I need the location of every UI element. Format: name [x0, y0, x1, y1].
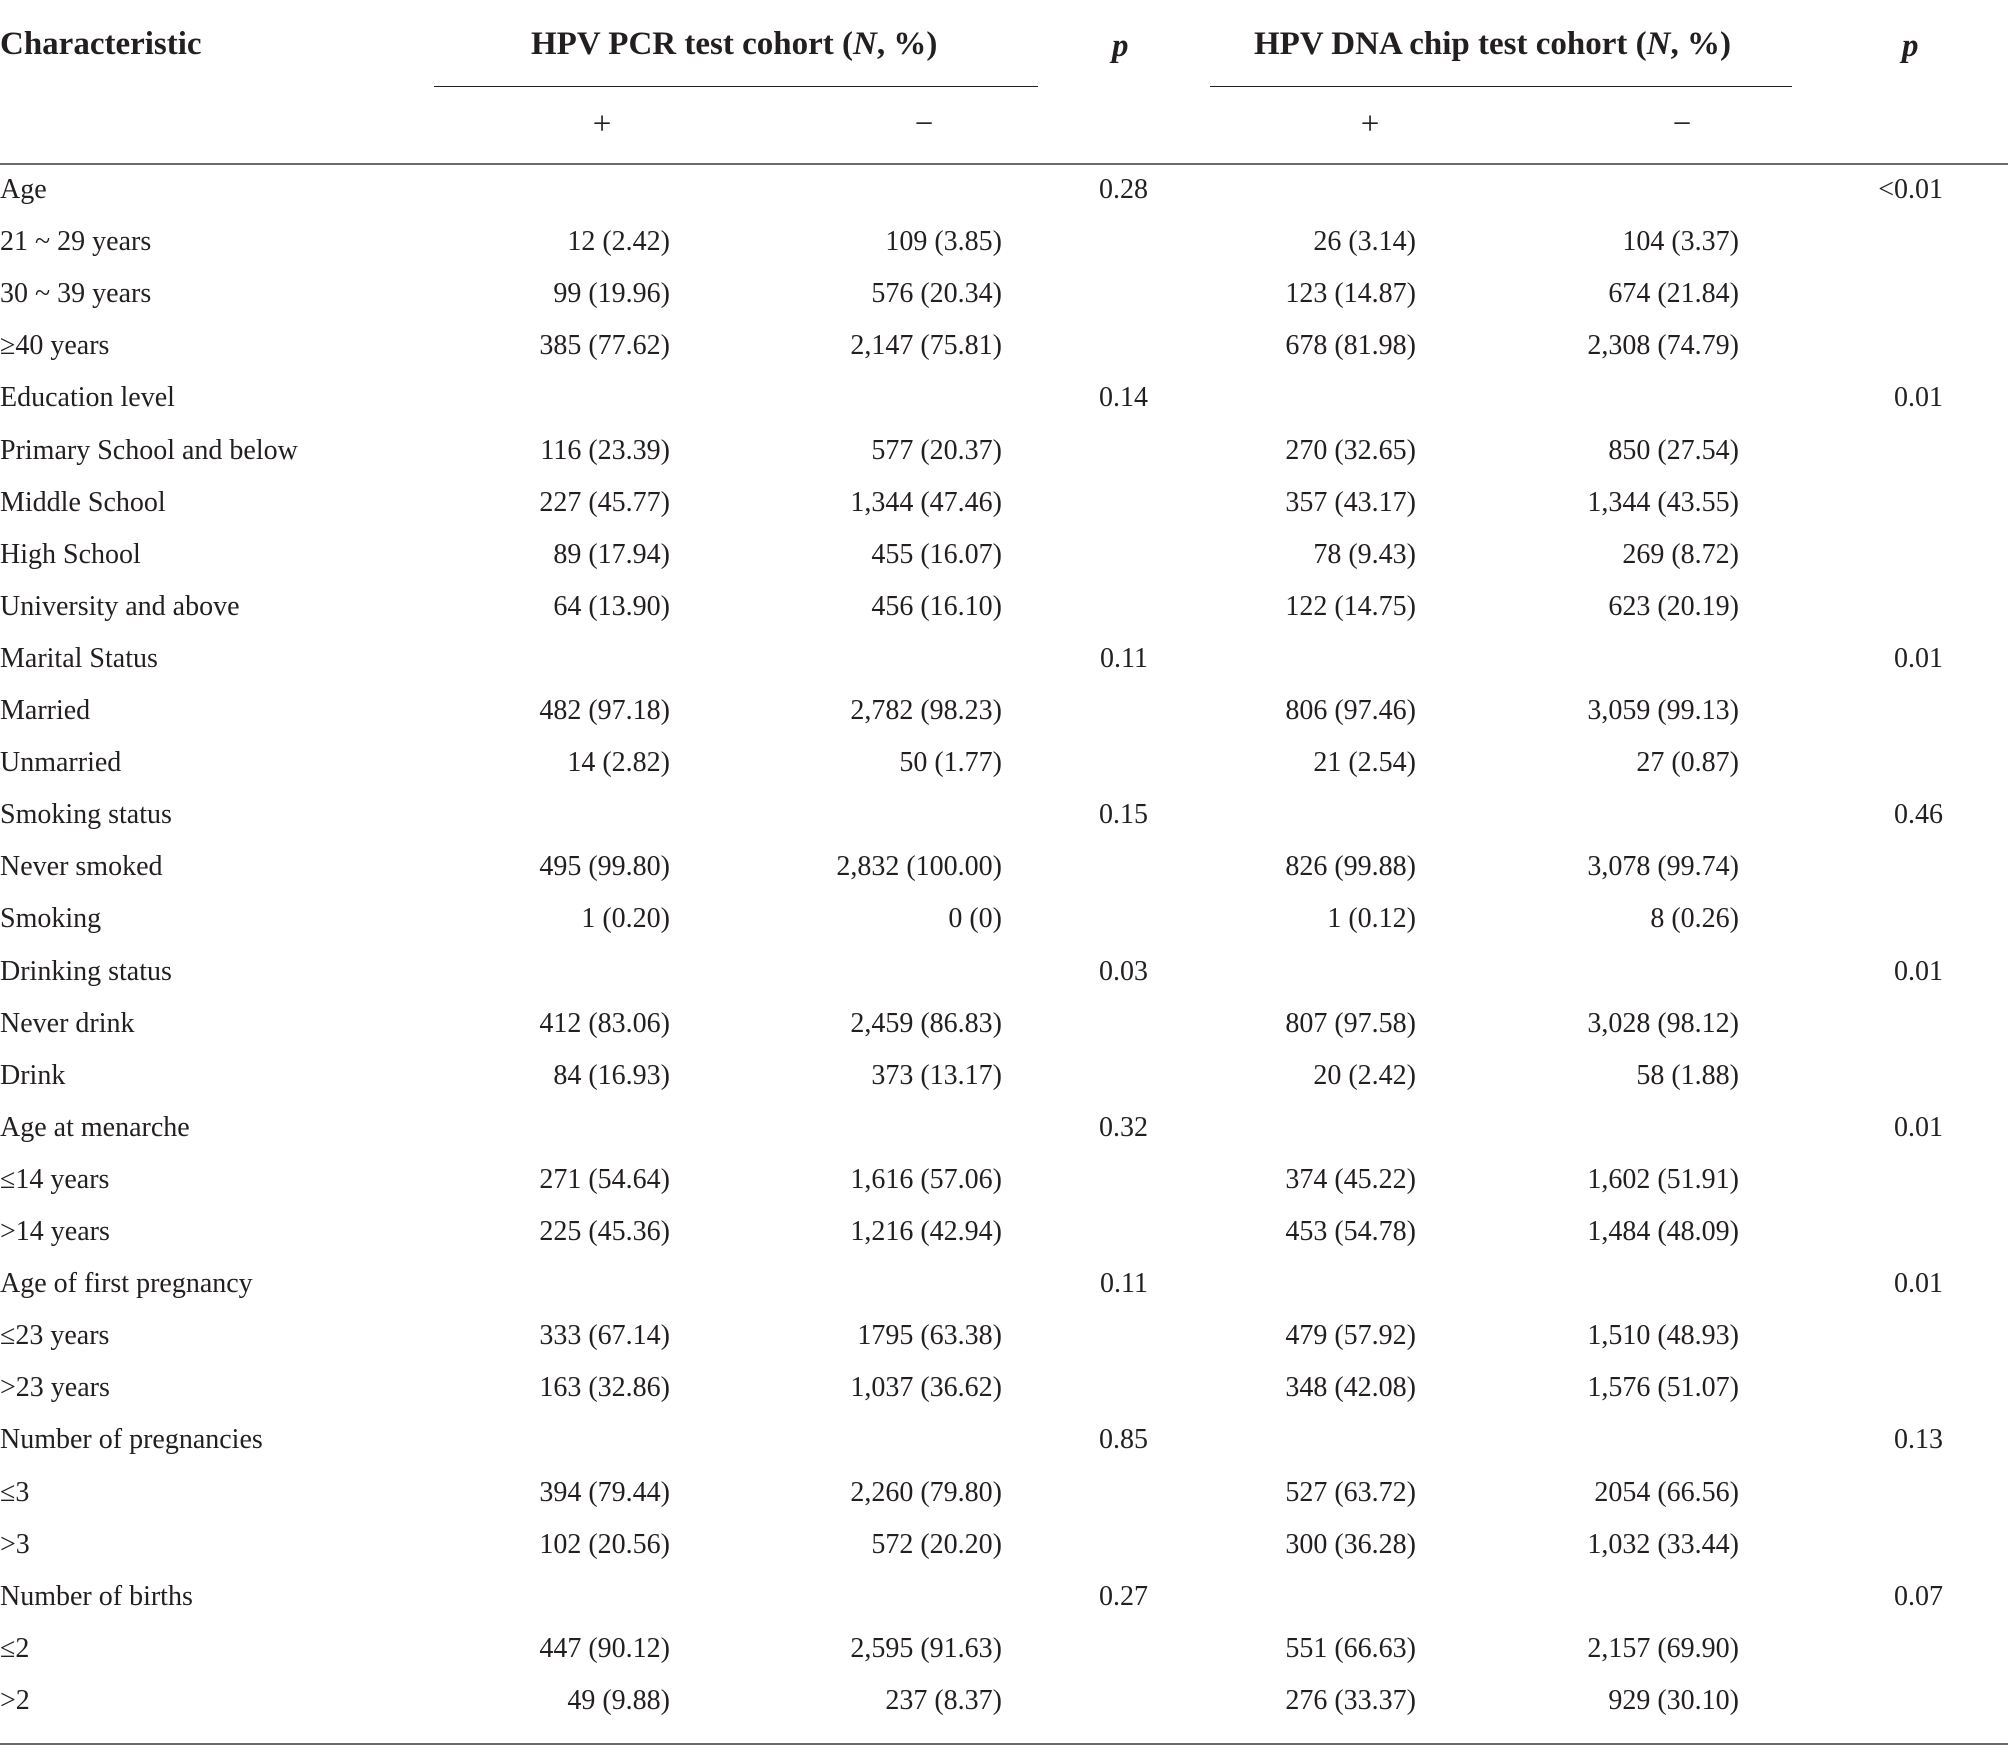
chip-group-rule	[1210, 86, 1792, 87]
pcr-positive-cell: 394 (79.44)	[539, 1476, 670, 1508]
row-label: Age	[0, 174, 47, 205]
row-label: Unmarried	[0, 747, 122, 779]
chip-positive-cell: 122 (14.75)	[1285, 590, 1416, 622]
chip-negative-cell: 104 (3.37)	[1622, 226, 1739, 258]
row-label: Smoking	[0, 903, 102, 935]
table-row	[0, 538, 2008, 593]
pcr-negative-cell: 373 (13.17)	[871, 1059, 1002, 1091]
chip-positive-cell: 123 (14.87)	[1285, 278, 1416, 310]
chip-positive-cell: 678 (81.98)	[1285, 330, 1416, 362]
header-pcr-prefix: HPV PCR test cohort (	[531, 26, 853, 62]
row-label: Education level	[0, 382, 175, 414]
pcr-negative-cell: 1795 (63.38)	[857, 1320, 1002, 1352]
pcr-positive-cell: 447 (90.12)	[539, 1632, 670, 1664]
table-row	[0, 1163, 2008, 1218]
pcr-negative-cell: 2,832 (100.00)	[836, 851, 1002, 883]
header-pcr-minus: −	[914, 106, 934, 142]
table-row	[0, 1632, 2008, 1687]
pcr-positive-cell: 271 (54.64)	[539, 1163, 670, 1195]
table-row	[0, 280, 2008, 332]
pcr-negative-cell: 0 (0)	[948, 903, 1002, 935]
chip-p-value: 0.01	[1894, 955, 1943, 987]
pcr-group-rule	[434, 86, 1038, 87]
chip-p-value: 0.13	[1894, 1424, 1943, 1456]
header-chip-prefix: HPV DNA chip test cohort (	[1254, 26, 1647, 62]
table-row	[0, 228, 2008, 280]
pcr-positive-cell: 482 (97.18)	[539, 695, 670, 726]
chip-negative-cell: 1,032 (33.44)	[1587, 1528, 1739, 1560]
chip-negative-cell: 269 (8.72)	[1622, 538, 1739, 570]
row-label: Primary School and below	[0, 434, 298, 466]
chip-positive-cell: 348 (42.08)	[1285, 1372, 1416, 1404]
table-row	[0, 749, 2008, 801]
table-row	[0, 1426, 2008, 1478]
pcr-negative-cell: 2,147 (75.81)	[850, 330, 1002, 362]
header-chip-n: N	[1646, 26, 1671, 62]
chip-negative-cell: 1,602 (51.91)	[1587, 1163, 1739, 1195]
pcr-positive-cell: 1 (0.20)	[581, 903, 670, 935]
chip-p-value: 0.01	[1894, 642, 1943, 674]
pcr-negative-cell: 2,595 (91.63)	[850, 1632, 1002, 1664]
table-row	[0, 801, 2008, 853]
pcr-positive-cell: 412 (83.06)	[539, 1007, 670, 1039]
table-row	[0, 176, 2008, 228]
pcr-positive-cell: 64 (13.90)	[553, 590, 670, 622]
row-label: Drinking status	[0, 955, 172, 987]
pcr-negative-cell: 1,037 (36.62)	[850, 1372, 1002, 1404]
pcr-negative-cell: 2,782 (98.23)	[850, 695, 1002, 726]
header-chip-p: p	[1902, 28, 1919, 64]
pcr-positive-cell: 89 (17.94)	[553, 538, 670, 570]
header-pcr-suffix: , %)	[876, 26, 938, 62]
pcr-positive-cell: 84 (16.93)	[553, 1059, 670, 1091]
row-label: Never drink	[0, 1007, 135, 1039]
row-label: Married	[0, 695, 91, 726]
row-label: >2	[0, 1684, 30, 1716]
row-label: ≤23 years	[0, 1320, 110, 1352]
pcr-p-value: 0.85	[1099, 1424, 1148, 1456]
chip-positive-cell: 374 (45.22)	[1285, 1163, 1416, 1195]
table-row	[0, 1684, 2008, 1739]
header-characteristic: Characteristic	[0, 26, 202, 62]
chip-negative-cell: 58 (1.88)	[1636, 1059, 1739, 1091]
pcr-negative-cell: 2,459 (86.83)	[850, 1007, 1002, 1039]
pcr-negative-cell: 1,216 (42.94)	[850, 1216, 1002, 1247]
header-pcr-p: p	[1112, 28, 1129, 64]
chip-negative-cell: 3,078 (99.74)	[1587, 851, 1739, 883]
pcr-positive-cell: 163 (32.86)	[539, 1372, 670, 1404]
pcr-negative-cell: 572 (20.20)	[871, 1528, 1002, 1560]
chip-positive-cell: 21 (2.54)	[1313, 747, 1416, 779]
row-label: Number of births	[0, 1580, 193, 1612]
chip-positive-cell: 453 (54.78)	[1285, 1216, 1416, 1247]
table-row	[0, 590, 2008, 645]
pcr-negative-cell: 1,616 (57.06)	[850, 1163, 1002, 1195]
table-row	[0, 1007, 2008, 1062]
table-row	[0, 1528, 2008, 1583]
chip-p-value: <0.01	[1878, 174, 1943, 205]
chip-negative-cell: 1,576 (51.07)	[1587, 1372, 1739, 1404]
chip-negative-cell: 2,157 (69.90)	[1587, 1632, 1739, 1664]
table-row	[0, 1580, 2008, 1635]
pcr-positive-cell: 385 (77.62)	[539, 330, 670, 362]
table-row	[0, 1322, 2008, 1374]
header-bottom-rule	[0, 163, 2008, 165]
chip-negative-cell: 2054 (66.56)	[1594, 1476, 1739, 1508]
table-row	[0, 1476, 2008, 1531]
pcr-positive-cell: 99 (19.96)	[553, 278, 670, 310]
pcr-negative-cell: 576 (20.34)	[871, 278, 1002, 310]
pcr-p-value: 0.32	[1099, 1111, 1148, 1143]
row-label: High School	[0, 538, 141, 570]
chip-negative-cell: 929 (30.10)	[1608, 1684, 1739, 1716]
pcr-positive-cell: 495 (99.80)	[539, 851, 670, 883]
header-chip-suffix: , %)	[1670, 26, 1731, 62]
header-chip-minus: −	[1672, 106, 1692, 142]
pcr-negative-cell: 2,260 (79.80)	[850, 1476, 1002, 1508]
chip-negative-cell: 8 (0.26)	[1650, 903, 1739, 935]
chip-negative-cell: 674 (21.84)	[1608, 278, 1739, 310]
table-row	[0, 1059, 2008, 1114]
table-row	[0, 1218, 2008, 1270]
row-label: Middle School	[0, 486, 166, 518]
pcr-p-value: 0.11	[1100, 642, 1148, 674]
row-label: University and above	[0, 590, 240, 622]
chip-p-value: 0.07	[1894, 1580, 1943, 1612]
table-row	[0, 955, 2008, 1010]
row-label: 21 ~ 29 years	[0, 226, 152, 258]
table-row	[0, 332, 2008, 384]
pcr-p-value: 0.03	[1099, 955, 1148, 987]
pcr-p-value: 0.28	[1099, 174, 1148, 205]
row-label: Drink	[0, 1059, 66, 1091]
row-label: >14 years	[0, 1216, 110, 1247]
table-row	[0, 905, 2008, 957]
header-chip-cohort	[1254, 28, 1731, 61]
table-bottom-rule	[0, 1743, 2008, 1745]
pcr-negative-cell: 1,344 (47.46)	[850, 486, 1002, 518]
header-pcr-plus: +	[592, 106, 612, 142]
table-row	[0, 434, 2008, 489]
table-row	[0, 853, 2008, 905]
row-label: Never smoked	[0, 851, 163, 883]
row-label: >23 years	[0, 1372, 110, 1404]
chip-positive-cell: 270 (32.65)	[1285, 434, 1416, 466]
chip-positive-cell: 479 (57.92)	[1285, 1320, 1416, 1352]
chip-positive-cell: 826 (99.88)	[1285, 851, 1416, 883]
pcr-negative-cell: 456 (16.10)	[871, 590, 1002, 622]
table-row	[0, 486, 2008, 541]
chip-negative-cell: 2,308 (74.79)	[1587, 330, 1739, 362]
chip-p-value: 0.01	[1894, 1268, 1943, 1300]
row-label: ≤2	[0, 1632, 30, 1664]
chip-positive-cell: 1 (0.12)	[1327, 903, 1416, 935]
row-label: ≤3	[0, 1476, 30, 1508]
pcr-positive-cell: 227 (45.77)	[539, 486, 670, 518]
chip-negative-cell: 27 (0.87)	[1636, 747, 1739, 779]
pcr-positive-cell: 102 (20.56)	[539, 1528, 670, 1560]
row-label: ≥40 years	[0, 330, 110, 362]
chip-negative-cell: 623 (20.19)	[1608, 590, 1739, 622]
pcr-positive-cell: 14 (2.82)	[567, 747, 670, 779]
chip-p-value: 0.01	[1894, 1111, 1943, 1143]
chip-positive-cell: 300 (36.28)	[1285, 1528, 1416, 1560]
pcr-p-value: 0.14	[1099, 382, 1148, 414]
row-label: Number of pregnancies	[0, 1424, 263, 1456]
chip-negative-cell: 850 (27.54)	[1608, 434, 1739, 466]
chip-negative-cell: 1,344 (43.55)	[1587, 486, 1739, 518]
table-row	[0, 384, 2008, 436]
header-chip-plus: +	[1360, 106, 1380, 142]
pcr-positive-cell: 116 (23.39)	[540, 434, 670, 466]
table-row	[0, 1270, 2008, 1322]
chip-negative-cell: 1,484 (48.09)	[1587, 1216, 1739, 1247]
pcr-negative-cell: 50 (1.77)	[899, 747, 1002, 779]
chip-p-value: 0.01	[1894, 382, 1943, 414]
pcr-p-value: 0.15	[1099, 799, 1148, 831]
row-label: Marital Status	[0, 642, 158, 674]
row-label: Smoking status	[0, 799, 172, 831]
pcr-p-value: 0.27	[1099, 1580, 1148, 1612]
row-label: >3	[0, 1528, 30, 1560]
chip-positive-cell: 20 (2.42)	[1313, 1059, 1416, 1091]
pcr-p-value: 0.11	[1100, 1268, 1148, 1300]
pcr-positive-cell: 333 (67.14)	[539, 1320, 670, 1352]
chip-p-value: 0.46	[1894, 799, 1943, 831]
chip-positive-cell: 26 (3.14)	[1313, 226, 1416, 258]
table-row	[0, 1374, 2008, 1426]
row-label: ≤14 years	[0, 1163, 110, 1195]
table-row	[0, 642, 2008, 697]
chip-positive-cell: 551 (66.63)	[1285, 1632, 1416, 1664]
table-row	[0, 697, 2008, 749]
table-row	[0, 1111, 2008, 1166]
chip-positive-cell: 357 (43.17)	[1285, 486, 1416, 518]
chip-negative-cell: 1,510 (48.93)	[1587, 1320, 1739, 1352]
row-label: Age at menarche	[0, 1111, 190, 1143]
chip-negative-cell: 3,028 (98.12)	[1587, 1007, 1739, 1039]
chip-negative-cell: 3,059 (99.13)	[1587, 695, 1739, 726]
chip-positive-cell: 527 (63.72)	[1285, 1476, 1416, 1508]
pcr-positive-cell: 49 (9.88)	[567, 1684, 670, 1716]
pcr-negative-cell: 577 (20.37)	[871, 434, 1002, 466]
chip-positive-cell: 276 (33.37)	[1285, 1684, 1416, 1716]
pcr-negative-cell: 455 (16.07)	[871, 538, 1002, 570]
pcr-positive-cell: 225 (45.36)	[539, 1216, 670, 1247]
row-label: 30 ~ 39 years	[0, 278, 152, 310]
chip-positive-cell: 806 (97.46)	[1285, 695, 1416, 726]
pcr-positive-cell: 12 (2.42)	[567, 226, 670, 258]
row-label: Age of first pregnancy	[0, 1268, 253, 1300]
header-pcr-cohort	[531, 28, 937, 61]
pcr-negative-cell: 237 (8.37)	[885, 1684, 1002, 1716]
pcr-negative-cell: 109 (3.85)	[885, 226, 1002, 258]
header-pcr-n: N	[852, 26, 877, 62]
chip-positive-cell: 807 (97.58)	[1285, 1007, 1416, 1039]
chip-positive-cell: 78 (9.43)	[1313, 538, 1416, 570]
